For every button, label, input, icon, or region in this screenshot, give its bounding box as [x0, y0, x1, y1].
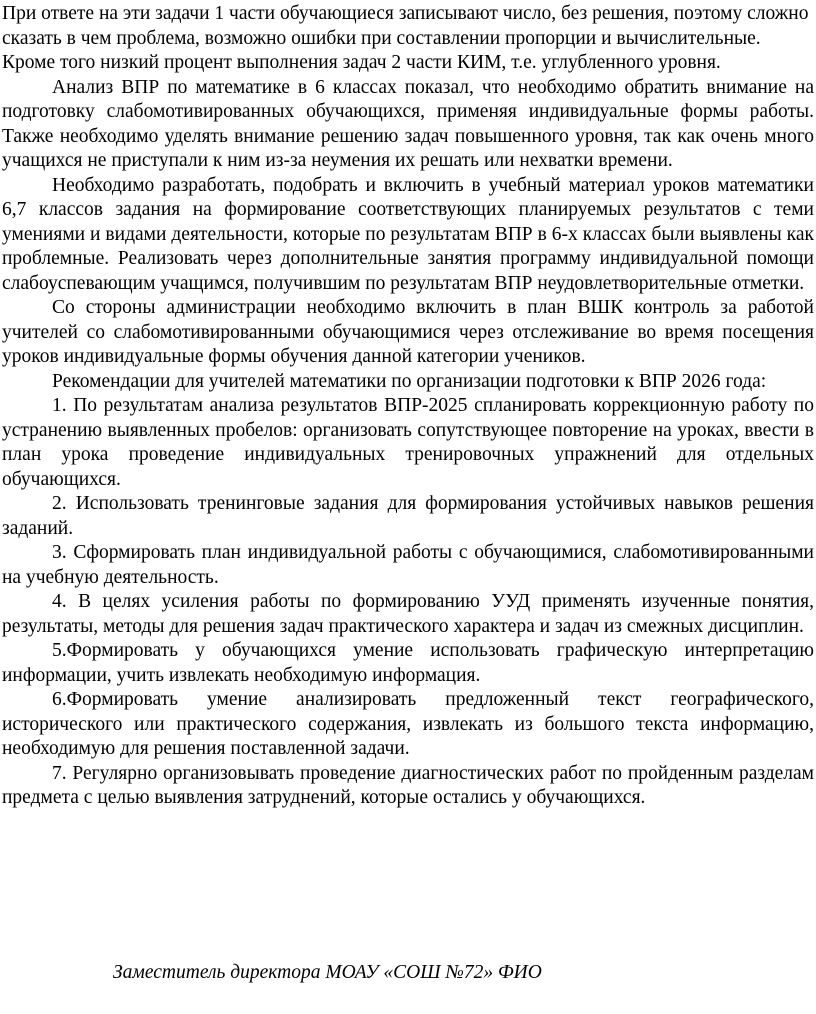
signature-line: Заместитель директора МОАУ «СОШ №72» ФИО — [113, 962, 542, 983]
analysis-paragraph: Анализ ВПР по математике в 6 классах показал, что необходимо обратить внимание на подготовку слабомотивированных обучающихся, применяя индивидуальные формы работы. Также необходимо уделять внимание решению задач повышенного уровня, так как очень много учащихся не приступали к ним из-за неумения их решать или нехватки времени. — [2, 76, 814, 171]
intro-paragraph-2: Кроме того низкий процент выполнения задач 2 части КИМ, т.е. углубленного уровня. — [2, 52, 721, 73]
recommendation-item-5: 5.Формировать у обучающихся умение использовать графическую интерпретацию информации, учить извлекать необходимую информация. — [2, 640, 814, 686]
recommendations-title: Рекомендации для учителей математики по организации подготовки к ВПР 2026 года: — [52, 370, 767, 392]
administration-paragraph: Со стороны администрации необходимо включить в план ВШК контроль за работой учителей со слабомотивированными обучающимися через отслеживание во время посещения уроков индивидуальные формы обучения данной категории учеников. — [2, 297, 814, 367]
develop-paragraph: Необходимо разработать, подобрать и включить в учебный материал уроков математики 6,7 классов задания на формирование соответствующих планируемых результатов с теми умениями и видами деятельности, которые по результатам ВПР в 6-х классах были выявлены как проблемные. Реализовать через дополнительные занятия программу индивидуальной помощи слабоуспевающим учащимся, получившим по результатам ВПР неудовлетворительные отметки. — [2, 174, 814, 294]
intro-paragraph-1: При ответе на эти задачи 1 части обучающиеся записывают число, без решения, поэтому сложно сказать в чем проблема, возможно ошибки при составлении пропорции и вычислительные. — [2, 3, 809, 49]
recommendation-item-4: 4. В целях усиления работы по формированию УУД применять изученные понятия, результаты, методы для решения задач практического характера и задач из смежных дисциплин. — [2, 591, 814, 637]
recommendation-item-7: 7. Регулярно организовывать проведение диагностических работ по пройденным разделам предмета с целью выявления затруднений, которые остались у обучающихся. — [2, 762, 814, 808]
recommendation-item-3: 3. Сформировать план индивидуальной работы с обучающимися, слабомотивированными на учебную деятельность. — [2, 542, 814, 588]
recommendation-item-1: 1. По результатам анализа результатов ВПР-2025 спланировать коррекционную работу по устранению выявленных пробелов: организовать сопутствующее повторение на уроках, ввести в план урока проведение индивидуальных тренировочных упражнений для отдельных обучающихся. — [2, 395, 814, 490]
recommendation-item-6: 6.Формировать умение анализировать предложенный текст географического, исторического или практического содержания, извлекать из большого текста информацию, необходимую для решения поставленной задачи. — [2, 689, 814, 759]
recommendation-item-2: 2. Использовать тренинговые задания для формирования устойчивых навыков решения заданий. — [2, 493, 814, 539]
